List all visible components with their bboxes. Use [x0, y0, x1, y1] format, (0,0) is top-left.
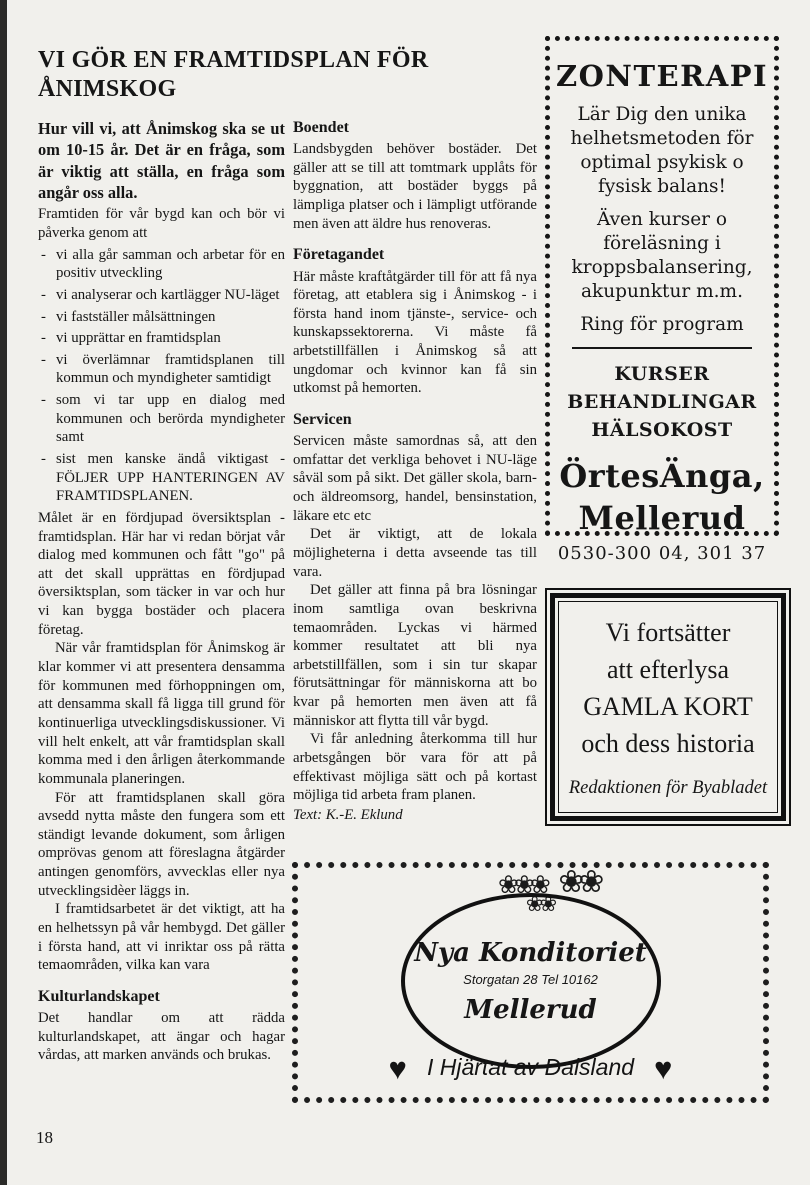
ad-zonterapi-phone: 0530-300 04, 301 37 — [557, 543, 767, 565]
ad-zonterapi-business-name: ÖrtesÄnga, Mellerud — [559, 457, 765, 537]
heart-icon: ♥ — [654, 1051, 673, 1086]
flower-icon: ❀❀❀ — [497, 872, 546, 899]
list-item: - sist men kanske ändå viktigast - FÖLJER UPP HANTERINGEN AV FRAMTIDSPLANEN. — [38, 450, 285, 506]
article-bullet-list — [38, 246, 285, 506]
paragraph: Det är viktigt, att de lokala möjligheterna i detta avseende tas till vara. — [293, 526, 537, 580]
ad-zonterapi — [545, 36, 779, 565]
section-heading-servicen: Servicen — [293, 411, 352, 428]
ad-konditoriet-address: Storgatan 28 Tel 10162 — [463, 971, 598, 987]
page-number: 18 — [36, 1128, 53, 1147]
ad-zonterapi-text: Ring för program — [580, 314, 744, 336]
list-item: - vi analyserar och kartlägger NU-läget — [38, 286, 285, 305]
ad-gamla-kort-line: GAMLA KORT — [583, 692, 753, 721]
paragraph: När vår framtidsplan för Ånimskog är klar kommer vi att presentera densamma för kommunen med förhoppningen om, att densamma skall få ligga till grund för kontinuerliga utvecklingsdiskussioner. Vi vill helt enkelt, att vår framtidsplan skall komma med i den årligen återkommande kommunala planeringen. — [38, 640, 285, 787]
paragraph: För att framtidsplanen skall göra avsedd nytta måste den fungera som ett ständigt levande dokument, som årligen omprövas genom att föreslagna åtgärder antingen genomförs, avvecklas eller nya utvecklingsidèer läggs in. — [38, 789, 285, 899]
list-item: - vi fastställer målsättningen — [38, 308, 285, 327]
ad-konditoriet — [292, 862, 769, 1103]
ad-konditoriet-name: Nya Konditoriet — [414, 937, 647, 968]
flower-icon: ❀❀ — [558, 864, 599, 899]
flower-icon: ❀❀ — [525, 892, 554, 916]
ad-zonterapi-text: Lär Dig den unika helhetsmetoden för optimal psykisk o fysisk balans! — [570, 104, 754, 198]
section-heading-foretagandet: Företagandet — [293, 246, 385, 264]
ad-konditoriet-tagline — [298, 1051, 763, 1087]
ad-service-item: BEHANDLINGAR — [567, 390, 757, 413]
ad-gamla-kort — [545, 588, 791, 826]
ad-zonterapi-services — [556, 361, 768, 444]
paragraph: I framtidsarbetet är det viktigt, att ha en helhetssyn på vår hembygd. Det gäller i första hand, att vi inriktar oss på rätta temaområden, vilka kan vara — [38, 901, 285, 974]
list-item: - som vi tar upp en dialog med kommunen och berörda myndigheter samt — [38, 391, 285, 447]
ad-gamla-kort-frame — [550, 593, 786, 821]
page-title — [38, 46, 528, 104]
paragraph: Landsbygden behöver bostäder. Det gäller att se till att tomtmark upplåts för byggnation, att bostäder byggs på lämpliga platser och i lämpligt utförande men även att äldre hus renoveras. — [293, 141, 537, 232]
paragraph: Det gäller att finna på bra lösningar inom samtliga ovan beskrivna temaområden. Lyckas vi härmed kommer resultatet att bli nya arbetstillfällen, som i sin tur skapar förutsättningar för människorna att bo kvar på hemorten men även att få människor att flytta till vår bygd. — [293, 582, 537, 729]
ad-gamla-kort-signature: Redaktionen för Byabladet — [568, 777, 768, 798]
list-item: - vi upprättar en framtidsplan — [38, 329, 285, 348]
ad-konditoriet-oval-logo — [401, 893, 661, 1069]
article-intro: Framtiden för vår bygd kan och bör vi påverka genom att — [38, 206, 285, 241]
scan-edge — [0, 0, 7, 1185]
divider — [572, 347, 752, 349]
article-column-middle — [293, 118, 537, 839]
section-heading-boendet: Boendet — [293, 119, 349, 136]
ad-zonterapi-text: Även kurser o föreläsning i kroppsbalansering, akupunktur m.m. — [571, 209, 753, 303]
ad-service-item: KURSER — [614, 363, 710, 386]
ad-gamla-kort-content — [558, 601, 778, 813]
page-title-line2: ÅNIMSKOG — [38, 75, 177, 102]
article-byline: Text: K.-E. Eklund — [293, 806, 403, 823]
article-lead: Hur vill vi, att Ånimskog ska se ut om 10-15 år. Det är en fråga, som är viktig att ställa, en fråga som angår oss alla. — [38, 119, 285, 202]
section-heading-kulturlandskapet: Kulturlandskapet — [38, 987, 160, 1005]
ad-konditoriet-tagline-text: I Hjärtat av Dalsland — [426, 1054, 635, 1080]
paragraph: Här måste kraftåtgärder till för att få nya företag, att etablera sig i Ånimskog - i första hand inom tjänste-, service- och kunskapssektorerna. Vi måste få arbetstillfällen i Ånimskog så att ungdomar och kvinnor kan få sin utkomst på hemorten. — [293, 268, 537, 397]
ad-gamla-kort-line: och dess historia — [581, 728, 755, 758]
ad-konditoriet-city: Mellerud — [464, 994, 597, 1025]
article-column-left — [38, 118, 285, 1065]
paragraph: Servicen måste samordnas så, att den omfattar det verkliga behovet i NU-läge såväl som på sikt. Det gäller skola, barn- och äldreomsorg, handel, bensinstation, läkare etc etc — [293, 433, 537, 524]
ad-gamla-kort-line: att efterlysa — [607, 655, 729, 685]
paragraph: Det handlar om att rädda kulturlandskapet, att ängar och hagar vårdas, att marken används och brukas. — [38, 1010, 285, 1064]
ad-gamla-kort-line: Vi fortsätter — [605, 618, 731, 648]
list-item: - vi överlämnar framtidsplanen till kommun och myndigheter samtidigt — [38, 351, 285, 388]
ad-zonterapi-title: ZONTERAPI — [556, 59, 769, 93]
list-item: - vi alla går samman och arbetar för en positiv utveckling — [38, 246, 285, 283]
ad-service-item: HÄLSOKOST — [591, 418, 733, 441]
heart-icon: ♥ — [388, 1051, 407, 1086]
page-title-line1: VI GÖR EN FRAMTIDSPLAN FÖR — [38, 47, 429, 74]
paragraph: Vi får anledning återkomma till hur arbetsgången bör vara för att på effektivast möjliga sätt och på kortast möjliga tid arbeta fram planen. — [293, 731, 537, 804]
paragraph: Målet är en fördjupad översiktsplan - framtidsplan. Här har vi redan börjat vår dialog med kommunen och fått "go" på att det skall upprättas en fördjupad översiktsplan, som täcker in var och hur vi kan bygga bostäder och placera företag. — [38, 509, 285, 638]
